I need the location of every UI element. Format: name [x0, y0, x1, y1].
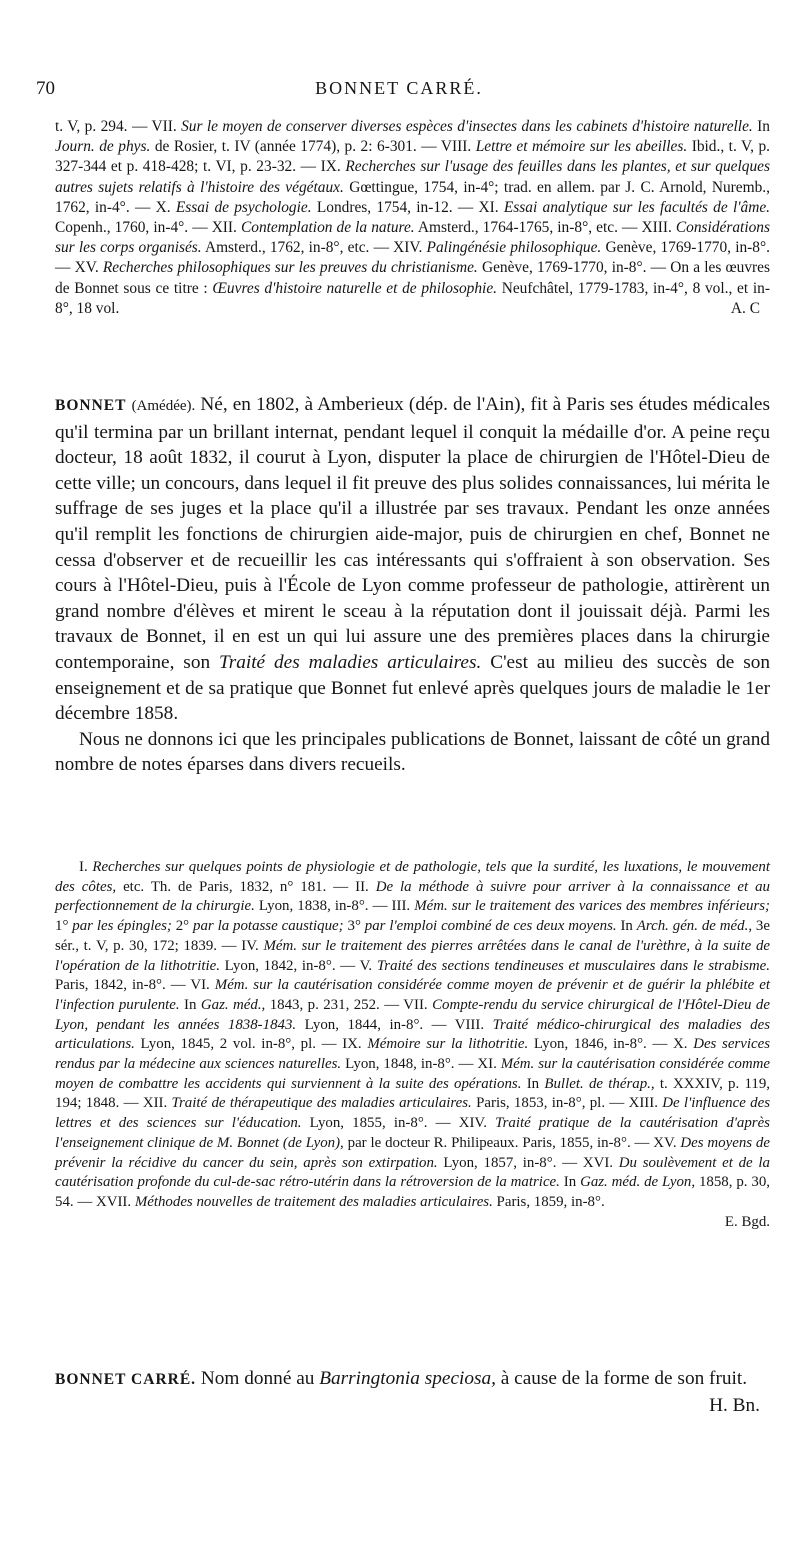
- work-title: Gaz. méd.,: [200, 996, 266, 1013]
- citation-text: 2°: [171, 918, 194, 935]
- work-title: Arch. gén. de méd.,: [636, 918, 753, 935]
- work-title: Gaz. méd. de Lyon,: [580, 1174, 696, 1191]
- work-title: Traité des maladies articulaires.: [219, 651, 482, 673]
- work-title: Des services rendus par la médecine aux sciences naturelles.: [55, 1036, 770, 1073]
- work-title: par l'emploi combiné de ces deux moyens.: [364, 918, 617, 935]
- entry-headword: BONNET CARRÉ.: [55, 1371, 197, 1388]
- entry-text: à cause de la forme de son fruit.: [495, 1368, 748, 1389]
- work-title: De la méthode à suivre pour arriver à la connaissance et au perfectionnement de la chirurgie.: [55, 878, 771, 915]
- citation-text: Copenh., 1760, in-4°. — XII.: [55, 219, 241, 237]
- page-header: [36, 78, 762, 102]
- citation-text: etc. Th. de Paris, 1832, n° 181. — II.: [116, 878, 376, 895]
- work-title: Journ. de phys.: [55, 138, 151, 156]
- citation-text: de Rosier, t. IV (année 1774), p. 2: 6-301. — VIII.: [150, 138, 476, 156]
- publications-paragraph: [55, 858, 770, 1213]
- citation-text: In: [752, 118, 770, 135]
- citation-text: par le docteur R. Philipeaux. Paris, 1855, in-8°. — XV.: [343, 1134, 681, 1151]
- work-title: Mém. sur la cautérisation considérée comme moyen de prévenir et de guérir la phlébite et l'infection purulente.: [55, 977, 770, 1013]
- work-title: Traité médico-chirurgical des maladies des articulations.: [55, 1016, 770, 1053]
- entry-text: Nom donné au: [196, 1368, 320, 1389]
- entry-text: C'est au milieu des succès de son enseignement et de sa pratique que Bonnet fut enlevé après quelques jours de maladie le 1er décembre 1858.: [55, 651, 770, 725]
- citation-text: Amsterd., 1764-1765, in-8°, etc. — XIII.: [414, 219, 676, 237]
- entry-paragraph: Nous ne donnons ici que les principales publications de Bonnet, laissant de côté un grand nombre de notes éparses dans divers recueils.: [55, 728, 770, 776]
- work-title: Mém. sur le traitement des varices des membres inférieurs;: [414, 898, 771, 915]
- citation-text: Lyon, 1846, in-8°. — X.: [528, 1036, 694, 1053]
- work-title: Mém. sur la cautérisation considérée comme moyen de combattre les accidents qui surviennent à la suite des opérations.: [55, 1056, 770, 1092]
- work-title: Recherches sur l'usage des feuilles dans les plantes, et sur quelques autres sujets relatifs à l'histoire des végétaux.: [55, 158, 770, 196]
- citation-text: Lyon, 1838, in-8°. — III.: [254, 898, 415, 915]
- citation-text: Paris, 1859, in-8°.: [492, 1193, 605, 1210]
- citation-text: Amsterd., 1762, in-8°, etc. — XIV.: [201, 239, 427, 257]
- citation-text: In: [521, 1075, 545, 1092]
- citation-text: 3e sér., t. V, p. 30, 172; 1839. — IV.: [55, 918, 770, 954]
- work-title: Mém. sur le traitement des pierres arrêtées dans le canal de l'urèthre, à la suite de l'opération de la lithotritie.: [55, 937, 770, 974]
- citation-text: In: [559, 1174, 581, 1191]
- page-number: 70: [36, 78, 55, 99]
- bibliography-paragraph: [55, 117, 770, 319]
- work-title: Palingénésie philosophique.: [426, 239, 602, 257]
- citation-text: Londres, 1754, in-12. — XI.: [311, 198, 504, 216]
- entry-bonnet-carre: [55, 1366, 770, 1418]
- author-signature: H. Bn.: [709, 1394, 760, 1416]
- work-title: Traité des sections tendineuses et musculaires dans le strabisme.: [376, 957, 770, 974]
- citation-text: In: [179, 996, 201, 1013]
- citation-text: Lyon, 1842, in-8°. — V.: [219, 957, 377, 974]
- citation-text: Lyon, 1857, in-8°. — XVI.: [437, 1154, 619, 1171]
- work-title: Sur le moyen de conserver diverses espèces d'insectes dans les cabinets d'histoire naturelle.: [181, 118, 753, 135]
- work-title: Méthodes nouvelles de traitement des maladies articulaires.: [134, 1193, 493, 1210]
- citation-text: Genève, 1769-1770, in-8°. — XV.: [55, 239, 770, 277]
- work-title: Essai de psychologie.: [175, 198, 312, 216]
- work-title: Considérations sur les corps organisés.: [55, 219, 770, 257]
- citation-text: Neufchâtel, 1779-1783, in-4°, 8 vol., et in-8°, 18 vol.: [55, 279, 770, 317]
- work-title: Essai analytique sur les facultés de l'âme.: [503, 198, 770, 216]
- work-title: Contemplation de la nature.: [240, 219, 415, 237]
- entry-qualifier: (Amédée).: [131, 398, 196, 414]
- work-title: Du soulèvement et de la cautérisation profonde du cul-de-sac rétro-utérin dans la rétroversion de la matrice.: [55, 1154, 771, 1191]
- work-title: Compte-rendu du service chirurgical de l'Hôtel-Dieu de Lyon, pendant les années 1838-1843.: [55, 996, 770, 1033]
- work-title: Traité de thérapeutique des maladies articulaires.: [171, 1095, 472, 1112]
- publications-list: [55, 858, 770, 1232]
- citation-text: Lyon, 1848, in-8°. — XI.: [341, 1056, 501, 1073]
- citation-text: 1843, p. 231, 252. — VII.: [265, 996, 433, 1013]
- previous-entry-bibliography: [55, 117, 770, 319]
- citation-text: Genève, 1769-1770, in-8°. — On a les œuvres de Bonnet sous ce titre :: [55, 259, 770, 297]
- citation-text: t. XXXIV, p. 119, 194; 1848. — XII.: [55, 1075, 771, 1112]
- citation-text: 1°: [55, 918, 73, 935]
- entry-paragraph: [55, 1366, 770, 1416]
- citation-text: In: [616, 918, 637, 935]
- entry-text: Né, en 1802, à Amberieux (dép. de l'Ain), fit à Paris ses études médicales qu'il termina par un brillant internat, pendant lequel il conquit la médaille d'or. A peine reçu docteur, 18 août 1832, il courut à Lyon, disputer la place de chirurgien de l'Hôtel-Dieu de cette ville; un concours, dans lequel il fit preuve des plus solides connaissances, lui mérita le suffrage de ses juges et la place qu'il a illustrée par ses travaux. Pendant les onze années qu'il remplit les fonctions de chirurgien aide-major, puis de chirurgien en chef, Bonnet ne cessa d'observer et de recueillir les cas intéressants qui s'offraient à son observation. Ses cours à l'Hôtel-Dieu, puis à l'École de Lyon comme professeur de pathologie, attirèrent un grand nombre d'élèves et mirent le sceau à la réputation dont il jouissait déjà. Parmi les travaux de Bonnet, il en est un qui lui assure une des premières places dans la chirurgie contemporaine, son: [55, 394, 770, 673]
- entry-headword: BONNET: [55, 397, 127, 414]
- work-title: Lettre et mémoire sur les abeilles.: [475, 138, 688, 156]
- citation-text: t. V, p. 294. — VII.: [55, 118, 182, 135]
- citation-text: 3°: [343, 918, 365, 935]
- work-title: Des moyens de prévenir la récidive du cancer du sein, après son extirpation.: [55, 1134, 770, 1171]
- entry-paragraph: [55, 392, 770, 727]
- work-title: Recherches philosophiques sur les preuves du christianisme.: [102, 259, 478, 277]
- work-title: Traité pratique de la cautérisation d'après l'enseignement clinique de M. Bonnet (de Lyon),: [55, 1115, 770, 1151]
- author-signature: E. Bgd.: [724, 1213, 770, 1230]
- citation-text: Paris, 1853, in-8°, pl. — XIII.: [471, 1095, 663, 1112]
- signature-row: [55, 1213, 770, 1233]
- work-title: Œuvres d'histoire naturelle et de philosophie.: [212, 279, 498, 297]
- citation-text: I.: [79, 859, 93, 875]
- citation-text: Lyon, 1855, in-8°. — XIV.: [301, 1115, 496, 1132]
- citation-text: Lyon, 1844, in-8°. — VIII.: [296, 1016, 493, 1033]
- work-title: par les épingles;: [72, 918, 172, 935]
- work-title: Mémoire sur la lithotritie.: [367, 1036, 529, 1053]
- work-title: Bullet. de thérap.,: [544, 1075, 655, 1092]
- citation-text: Ibid., t. V, p. 327-344 et p. 418-428; t. VI, p. 23-32. — IX.: [55, 138, 771, 176]
- work-title: Recherches sur quelques points de physiologie et de pathologie, tels que la surdité, les luxations, le mouvement des côtes,: [55, 859, 770, 895]
- work-title: par la potasse caustique;: [193, 918, 344, 935]
- entry-bonnet-amedee: [55, 392, 770, 778]
- citation-text: 1858, p. 30, 54. — XVII.: [55, 1174, 771, 1210]
- taxon-name: Barringtonia speciosa,: [319, 1368, 496, 1389]
- author-signature: A. C: [730, 299, 760, 317]
- citation-text: Lyon, 1845, 2 vol. in-8°, pl. — IX.: [134, 1036, 368, 1053]
- running-head: BONNET CARRÉ.: [315, 78, 483, 98]
- work-title: De l'influence des lettres et des sciences sur l'éducation.: [55, 1095, 771, 1132]
- citation-text: Paris, 1842, in-8°. — VI.: [55, 977, 215, 994]
- citation-text: Gœttingue, 1754, in-4°; trad. en allem. par J. C. Arnold, Nuremb., 1762, in-4°. — X.: [55, 178, 771, 216]
